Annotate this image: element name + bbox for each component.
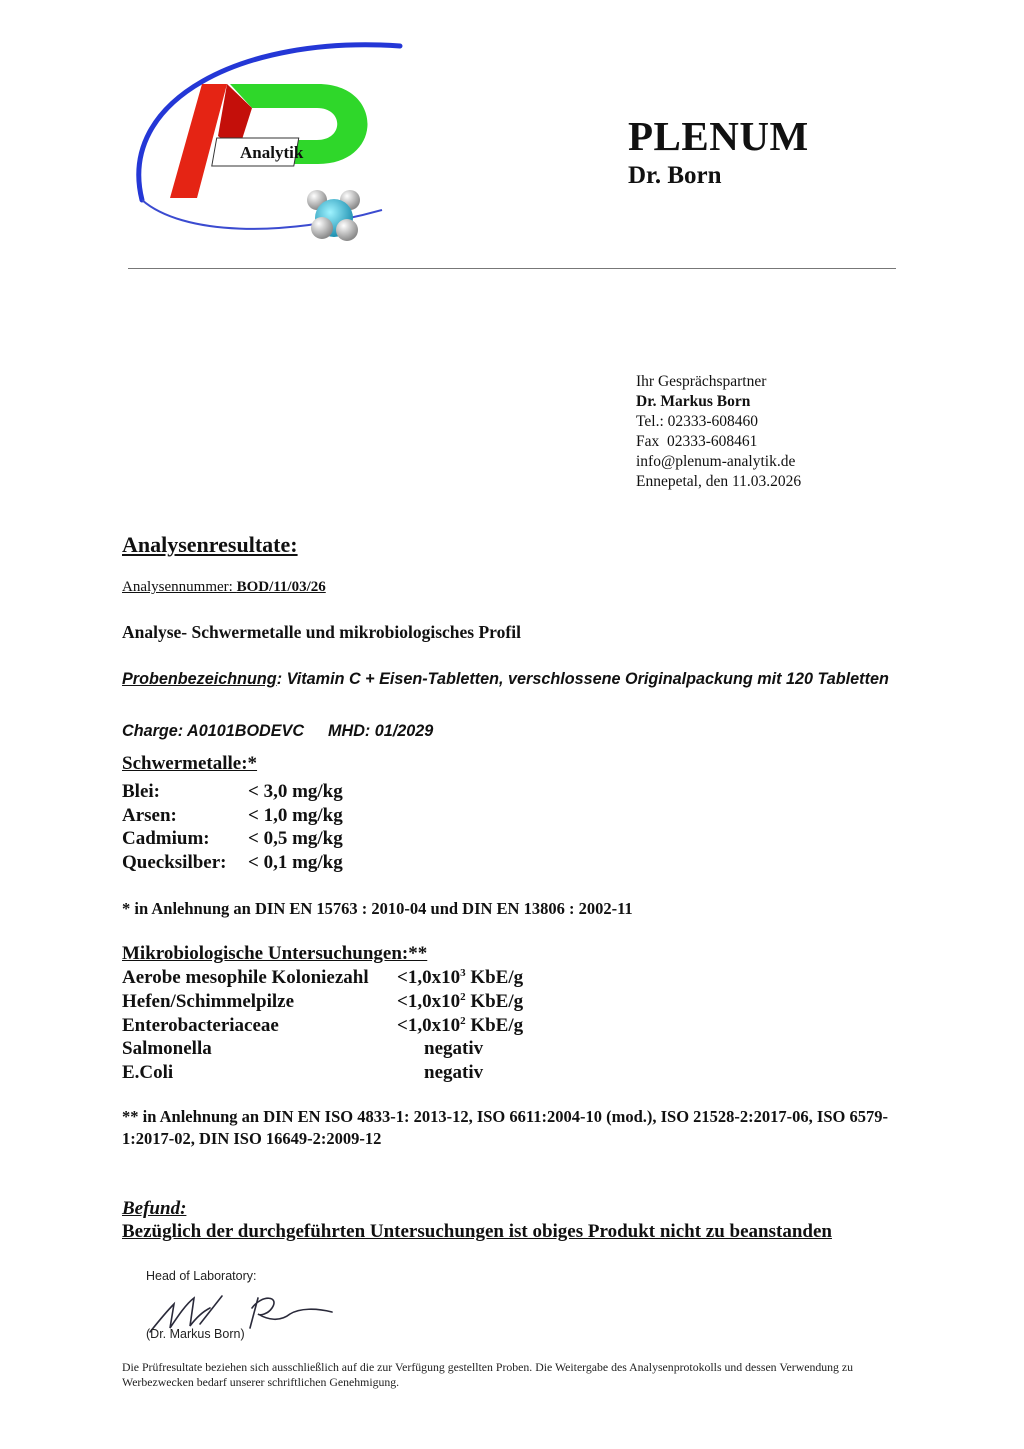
- analysis-number: [122, 579, 326, 596]
- signer-name: (Dr. Markus Born): [146, 1327, 245, 1341]
- contact-label: Ihr Gesprächspartner: [636, 373, 767, 390]
- microbiology-name: Hefen/Schimmelpilze: [122, 990, 295, 1012]
- microbiology-value: negativ: [424, 1062, 484, 1084]
- contact-email[interactable]: info@plenum-analytik.de: [636, 453, 796, 470]
- contact-tel: Tel.: 02333-608460: [636, 413, 759, 430]
- heavy-metal-row: [122, 851, 343, 875]
- charge-number: Charge: A0101BODEVC: [122, 722, 305, 740]
- microbiology-value: negativ: [424, 1038, 484, 1060]
- head-of-laboratory-label: Head of Laboratory:: [146, 1269, 257, 1283]
- mhd-date: MHD: 01/2029: [328, 722, 434, 740]
- microbiology-row: [122, 1014, 523, 1038]
- analysis-number-value: BOD/11/03/26: [236, 579, 326, 595]
- microbiology-table: [122, 966, 523, 1085]
- microbiology-name: Aerobe mesophile Koloniezahl: [122, 967, 369, 988]
- analysis-title: Analyse- Schwermetalle und mikrobiologisches Profil: [122, 622, 521, 642]
- heavy-metals-title: Schwermetalle:*: [122, 753, 258, 774]
- microbiology-value: $<1,0x10^2$ KbE/g: [397, 990, 524, 1012]
- plenum-analytik-logo: [122, 40, 412, 250]
- heavy-metal-name: Blei:: [122, 781, 160, 802]
- contact-fax: Fax 02333-608461: [636, 433, 758, 450]
- charge-line: [122, 722, 433, 741]
- contact-person: Dr. Markus Born: [636, 393, 751, 410]
- microbiology-name: E.Coli: [122, 1062, 174, 1084]
- microbiology-name: Enterobacteriaceae: [122, 1014, 279, 1036]
- heavy-metal-name: Cadmium:: [122, 828, 210, 849]
- results-heading: Analysenresultate:: [122, 532, 298, 557]
- company-subtitle: Dr. Born: [628, 162, 722, 189]
- microbiology-note: ** in Anlehnung an DIN EN ISO 4833-1: 2013-12, ISO 6611:2004-10 (mod.), ISO 21528-2:2017-06, ISO 6579-1:2017-02, DIN ISO 16649-2:2009-12: [122, 1107, 888, 1148]
- company-name: PLENUM: [628, 113, 809, 159]
- microbiology-name: Salmonella: [122, 1038, 212, 1060]
- heavy-metal-row: [122, 827, 343, 851]
- sample-label: Probenbezeichnung: [122, 670, 277, 688]
- microbiology-row: [122, 1037, 523, 1061]
- heavy-metals-table: [122, 780, 343, 874]
- header-divider: [128, 268, 896, 269]
- sample-text: : Vitamin C + Eisen-Tabletten, verschlossene Originalpackung mit 120 Tabletten: [276, 670, 889, 688]
- befund-title: Befund:: [122, 1198, 187, 1219]
- heavy-metal-value: < 0,5 mg/kg: [248, 828, 343, 849]
- heavy-metal-value: < 0,1 mg/kg: [248, 851, 343, 873]
- microbiology-title: Mikrobiologische Untersuchungen:**: [122, 943, 428, 964]
- heavy-metal-row: [122, 780, 343, 804]
- microbiology-row: [122, 966, 523, 990]
- logo-analytik-text: Analytik: [240, 143, 304, 162]
- microbiology-value: $<1,0x10^2$ KbE/g: [397, 1014, 524, 1036]
- sample-description: [122, 667, 904, 692]
- contact-place-date: Ennepetal, den 11.03.2026: [636, 473, 802, 490]
- microbiology-row: [122, 1061, 523, 1085]
- heavy-metal-name: Quecksilber:: [122, 851, 227, 873]
- contact-block: [636, 372, 801, 492]
- heavy-metal-name: Arsen:: [122, 804, 177, 826]
- heavy-metal-value: < 3,0 mg/kg: [248, 781, 343, 802]
- heavy-metals-note: * in Anlehnung an DIN EN 15763 : 2010-04 und DIN EN 13806 : 2002-11: [122, 899, 633, 918]
- befund-text: Bezüglich der durchgeführten Untersuchungen ist obiges Produkt nicht zu beanstanden: [122, 1221, 832, 1242]
- heavy-metal-row: [122, 804, 343, 828]
- footer-disclaimer: Die Prüfresultate beziehen sich ausschließlich auf die zur Verfügung gestellten Proben. Die Weitergabe des Analysenprotokolls und dessen Verwendung zu Werbezwecken bedarf unserer schriftlichen Genehmigung.: [122, 1360, 854, 1389]
- microbiology-row: [122, 990, 523, 1014]
- microbiology-value: $<1,0x10^3$ KbE/g: [397, 967, 524, 988]
- heavy-metal-value: < 1,0 mg/kg: [248, 804, 343, 826]
- analysis-number-label: Analysennummer:: [122, 579, 237, 595]
